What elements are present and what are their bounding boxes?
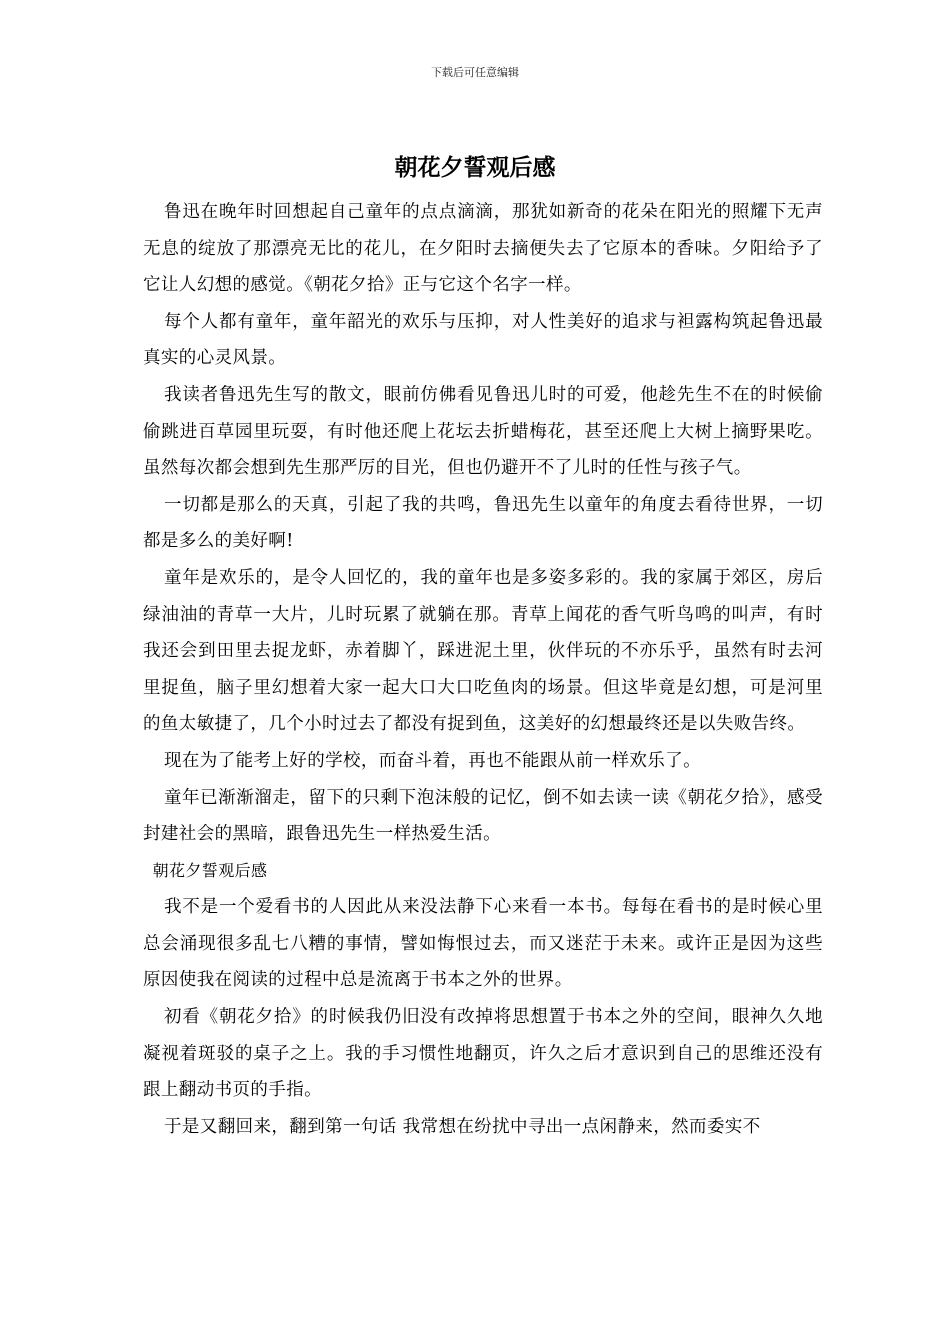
paragraph: 鲁迅在晚年时回想起自己童年的点点滴滴，那犹如新奇的花朵在阳光的照耀下无声无息的绽放了那漂亮无比的花儿，在夕阳时去摘便失去了它原本的香味。夕阳给予了它让人幻想的感觉。《朝花夕拾》正与它这个名字一样。 (143, 202, 823, 296)
paragraph: 每个人都有童年，童年韶光的欢乐与压抑，对人性美好的追求与袒露构筑起鲁迅最真实的心灵风景。 (143, 311, 823, 369)
paragraph: 童年已渐渐溜走，留下的只剩下泡沫般的记忆，倒不如去读一读《朝花夕拾》，感受封建社会的黑暗，跟鲁迅先生一样热爱生活。 (143, 787, 823, 845)
page-title: 朝花夕誓观后感 (394, 154, 556, 181)
header-note: 下载后可任意编辑 (431, 66, 519, 79)
paragraph: 我不是一个爱看书的人因此从来没法静下心来看一本书。每每在看书的是时候心里总会涌现很多乱七八糟的事情，譬如悔恨过去，而又迷茫于未来。或许正是因为这些原因使我在阅读的过程中总是流离于书本之外的世界。 (143, 897, 823, 991)
paragraph: 初看《朝花夕拾》的时候我仍旧没有改掉将思想置于书本之外的空间，眼神久久地凝视着斑驳的桌子之上。我的手习惯性地翻页，许久之后才意识到自己的思维还没有跟上翻动书页的手指。 (143, 1007, 823, 1101)
paragraph: 我读者鲁迅先生写的散文，眼前仿佛看见鲁迅儿时的可爱，他趁先生不在的时候偷偷跳进百草园里玩耍，有时他还爬上花坛去折蜡梅花，甚至还爬上大树上摘野果吃。虽然每次都会想到先生那严厉的目光，但也仍避开不了儿时的任性与孩子气。 (143, 384, 823, 479)
paragraph: 童年是欢乐的，是令人回忆的，我的童年也是多姿多彩的。我的家属于郊区，房后绿油油的青草一大片，儿时玩累了就躺在那。青草上闻花的香气听鸟鸣的叫声，有时我还会到田里去捉龙虾，赤着脚丫，踩进泥土里，伙伴玩的不亦乐乎，虽然有时去河里捉鱼，脑子里幻想着大家一起大口大口吃鱼肉的场景。但这毕竟是幻想，可是河里的鱼太敏捷了，几个小时过去了都没有捉到鱼，这美好的幻想最终还是以失败告终。 (143, 567, 823, 735)
paragraph: 于是又翻回来，翻到第一句话 我常想在纷扰中寻出一点闲静来，然而委实不 (164, 1116, 761, 1137)
body-text (143, 194, 823, 1145)
paragraph: 一切都是那么的天真，引起了我的共鸣，鲁迅先生以童年的角度去看待世界，一切都是多么的美好啊! (143, 494, 823, 552)
section-subtitle: 朝花夕誓观后感 (152, 860, 268, 880)
paragraph: 现在为了能考上好的学校，而奋斗着，再也不能跟从前一样欢乐了。 (164, 750, 701, 771)
